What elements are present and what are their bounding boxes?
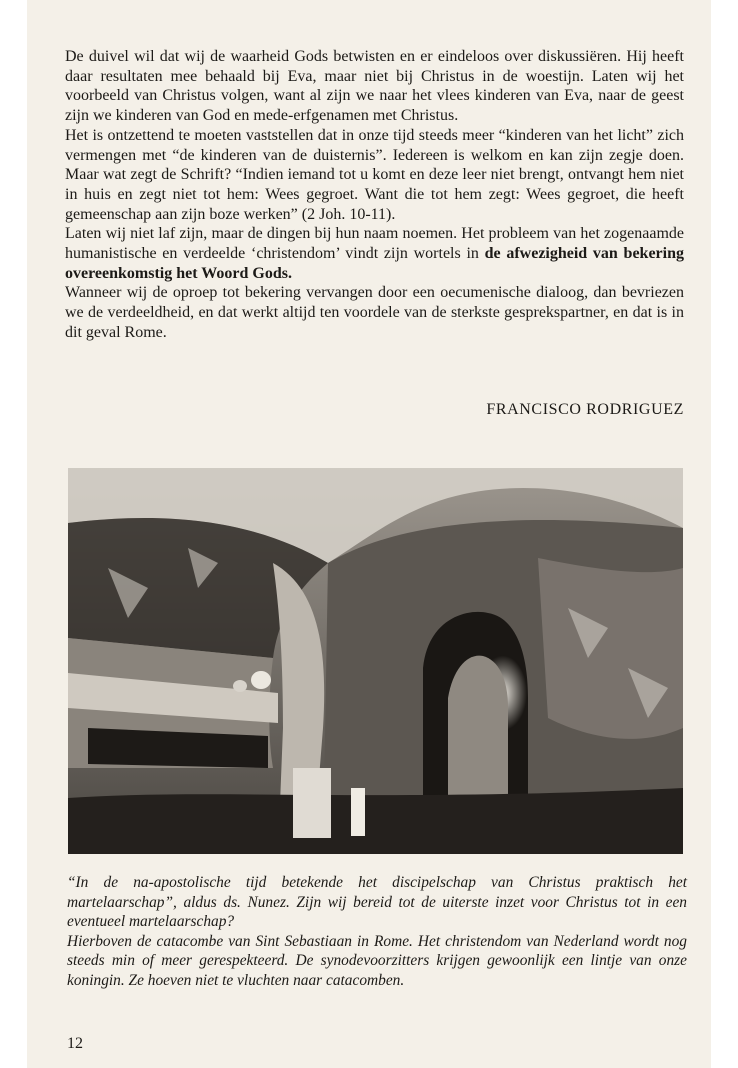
catacomb-photo-drawing xyxy=(68,468,683,854)
page xyxy=(27,0,711,1068)
article-paragraph-3-emphasis: de afwezigheid van bekering overeenkomstig het Woord Gods. xyxy=(65,245,685,282)
article-paragraph-1: De duivel wil dat wij de waarheid Gods betwisten en er eindeloos over diskussiëren. Hij heeft daar resultaten mee behaald bij Eva, maar niet bij Christus in de woestijn. Laten wij het voorbeeld van Christus volgen, want al zijn we naar het vlees kinderen van Eva, naar de geest zijn we kinderen van God en mede-erfgenamen met Christus. xyxy=(65,48,684,125)
article-paragraph-3 xyxy=(65,224,684,283)
skull-2 xyxy=(233,680,247,692)
corridor-inner xyxy=(448,656,508,798)
stone-block-2 xyxy=(351,788,365,836)
page-number: 12 xyxy=(67,1035,83,1052)
caption-quote: “In de na-apostolische tijd betekende het discipelschap van Christus praktisch het martelaarschap”, aldus ds. Nunez. Zijn wij bereid tot de uiterste inzet voor Christus tot in een eventueel martelaarschap? xyxy=(67,874,687,930)
floor xyxy=(68,788,683,854)
article-paragraph-3-text: Laten wij niet laf zijn, maar de dingen bij hun naam noemen. Het probleem van het zogenaamde humanistische en verdeelde ‘christendom’ vindt zijn wortels in xyxy=(65,225,684,263)
stone-block xyxy=(293,768,331,838)
photo-caption xyxy=(67,873,687,990)
author-signature: FRANCISCO RODRIGUEZ xyxy=(486,401,684,418)
right-rock-mass xyxy=(538,558,683,739)
catacomb-photo xyxy=(68,468,683,854)
skull xyxy=(251,671,271,689)
caption-description: Hierboven de catacombe van Sint Sebastiaan in Rome. Het christendom van Nederland wordt nog steeds min of meer gerespekteerd. De synodevoorzitters krijgen gewoonlijk een lintje van onze koningin. Ze hoeven niet te vluchten naar catacomben. xyxy=(67,932,687,989)
article-body xyxy=(65,47,684,343)
article-paragraph-2: Het is ontzettend te moeten vaststellen dat in onze tijd steeds meer “kinderen van het licht” zich vermengen met “de kinderen van de duisternis”. Iedereen is welkom en kan zijn zegje doen. Maar wat zegt de Schrift? “Indien iemand tot u komt en deze leer niet brengt, ontvangt hem niet in huis en zegt niet tot hem: Wees gegroet. Want die tot hem zegt: Wees gegroet, die heeft gemeenschap aan zijn boze werken” (2 Joh. 10-11). xyxy=(65,126,684,223)
article-paragraph-4: Wanneer wij de oproep tot bekering vervangen door een oecumenische dialoog, dan bevriezen we de verdeeldheid, en dat werkt altijd ten voordele van de sterkste gesprekspartner, en dat is in dit geval Rome. xyxy=(65,284,684,341)
